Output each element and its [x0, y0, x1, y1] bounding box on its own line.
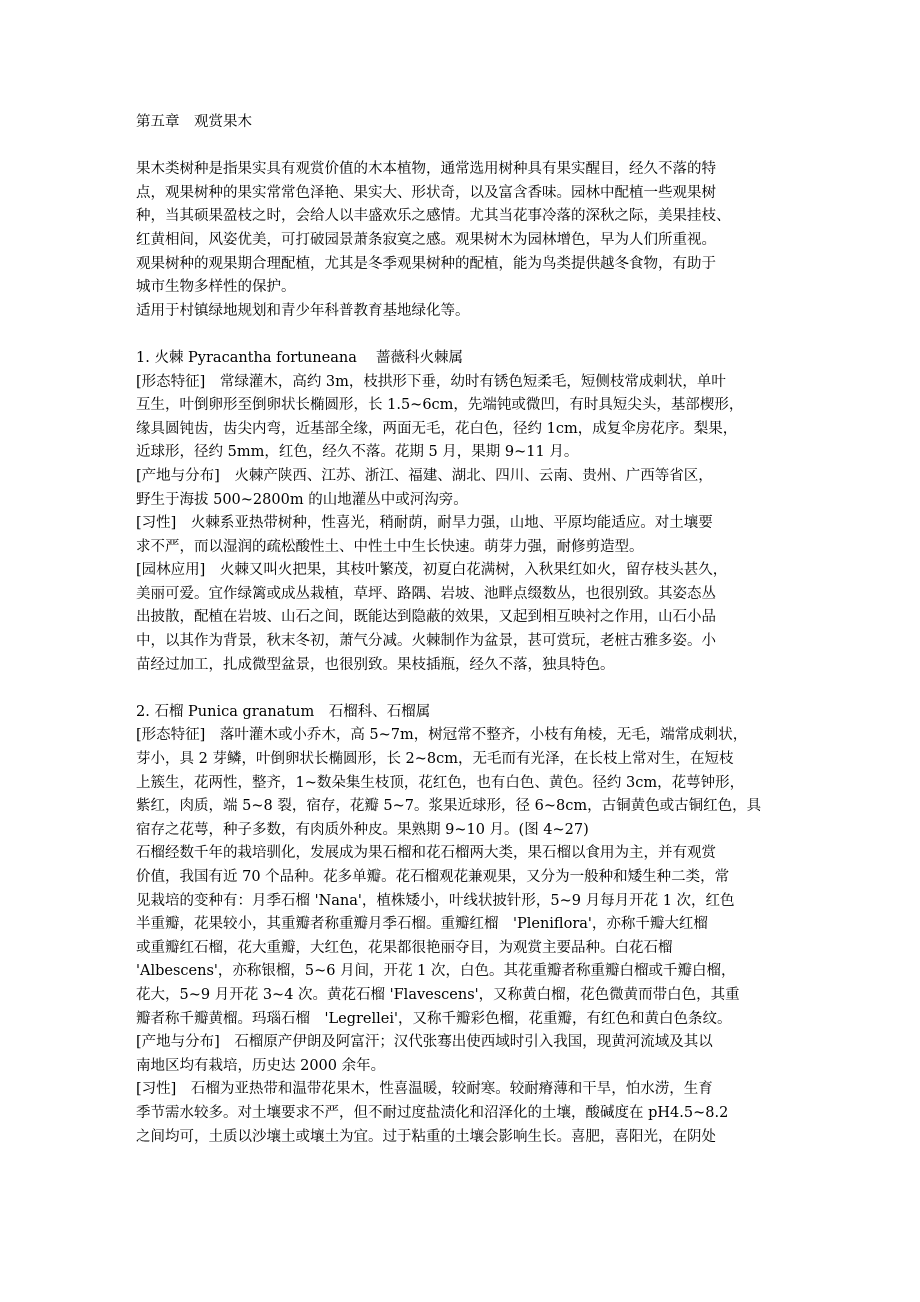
blank-line	[136, 677, 792, 701]
text-line: 求不严，而以湿润的疏松酸性土、中性土中生长快速。萌芽力强，耐修剪造型。	[136, 538, 644, 555]
text-line: [产地与分布] 石榴原产伊朗及阿富汗；汉代张骞出使西域时引入我国，现黄河流域及其以	[136, 1034, 713, 1051]
blank-line	[136, 323, 792, 347]
text-line: [习性] 石榴为亚热带和温带花果木，性喜温暖，较耐寒。较耐瘠薄和干旱，怕水涝，生育	[136, 1081, 713, 1098]
text-line: 宿存之花萼，种子多数，有肉质外种皮。果熟期 9~10 月。(图 4~27)	[136, 821, 589, 838]
chapter-title: 第五章 观赏果木	[136, 114, 252, 130]
text-line: 美丽可爱。宜作绿篱或成丛栽植，草坪、路隅、岩坡、池畔点缀数丛，也很别致。其姿态丛	[136, 585, 716, 602]
text-line: 见栽培的变种有：月季石榴 'Nana'，植株矮小，叶线状披针形，5~9 月每月开花 1 次，红色	[136, 892, 735, 909]
text-line: [形态特征] 落叶灌木或小乔木，高 5~7m，树冠常不整齐，小枝有角棱，无毛，端常成刺状，	[136, 727, 748, 744]
section-pyracantha	[136, 347, 792, 677]
text-line: 野生于海拔 500~2800m 的山地灌丛中或河沟旁。	[136, 491, 468, 508]
text-line: 近球形，径约 5mm，红色，经久不落。花期 5 月，果期 9~11 月。	[136, 444, 579, 461]
text-line: 果木类树种是指果实具有观赏价值的木本植物，通常选用树种具有果实醒目，经久不落的特	[136, 161, 716, 178]
text-line: 'Albescens'，亦称银榴，5~6 月间，开花 1 次，白色。其花重瓣者称重瓣白榴或千瓣白榴，	[136, 963, 736, 980]
text-line: [习性] 火棘系亚热带树种，性喜光，稍耐荫，耐旱力强，山地、平原均能适应。对土壤要	[136, 515, 713, 532]
text-line: 瓣者称千瓣黄榴。玛瑙石榴 'Legrellei'，又称千瓣彩色榴，花重瓣，有红色和黄白色条纹。	[136, 1010, 732, 1027]
text-line: 苗经过加工，扎成微型盆景，也很别致。果枝插瓶，经久不落，独具特色。	[136, 656, 615, 673]
text-line: [产地与分布] 火棘产陕西、江苏、浙江、福建、湖北、四川、云南、贵州、广西等省区，	[136, 467, 713, 484]
section-heading: 2. 石榴 Punica granatum 石榴科、石榴属	[136, 703, 431, 720]
document-body	[136, 111, 792, 1149]
text-line: 红黄相间，风姿优美，可打破园景萧条寂寞之感。观果树木为园林增色，早为人们所重视。	[136, 231, 716, 248]
text-line: 季节需水较多。对土壤要求不严，但不耐过度盐渍化和沼泽化的土壤，酸碱度在 pH4.5~8.2	[136, 1104, 729, 1121]
section-punica	[136, 701, 792, 1149]
text-line: 芽小，具 2 芽鳞，叶倒卵状长椭圆形，长 2~8cm，无毛而有光泽，在长枝上常对生，在短枝	[136, 751, 734, 768]
text-line: 或重瓣红石榴，花大重瓣，大红色，花果都很艳丽夺目，为观赏主要品种。白花石榴	[136, 939, 673, 956]
text-line: 价值，我国有近 70 个品种。花多单瓣。花石榴观花兼观果，又分为一般种和矮生种二类，常	[136, 869, 730, 885]
text-line: 紫红，肉质，端 5~8 裂，宿存，花瓣 5~7。浆果近球形，径 6~8cm，古铜黄色或古铜红色，具	[136, 798, 762, 815]
text-line: 上簇生，花两性，整齐，1~数朵集生枝顶，花红色，也有白色、黄色。径约 3cm，花萼钟形，	[136, 774, 745, 791]
text-line: 花大，5~9 月开花 3~4 次。黄花石榴 'Flavescens'，又称黄白榴，花色微黄而带白色，其重	[136, 986, 740, 1003]
text-line: 缘具圆钝齿，齿尖内弯，近基部全缘，两面无毛，花白色，径约 1cm，成复伞房花序。梨果，	[136, 420, 738, 437]
text-line: 城市生物多样性的保护。	[136, 279, 296, 296]
text-line: 之间均可，土质以沙壤土或壤土为宜。过于粘重的土壤会影响生长。喜肥，喜阳光，在阴处	[136, 1128, 716, 1145]
text-line: 适用于村镇绿地规划和青少年科普教育基地绿化等。	[136, 302, 470, 319]
text-line: 种，当其硕果盈枝之时，会给人以丰盛欢乐之感情。尤其当花事冷落的深秋之际，美果挂枝、	[136, 208, 731, 225]
section-heading: 1. 火棘 Pyracantha fortuneana 蔷薇科火棘属	[136, 349, 463, 366]
intro-paragraph	[136, 158, 792, 323]
text-line: 半重瓣，花果较小，其重瓣者称重瓣月季石榴。重瓣红榴 'Pleniflora'，亦称千瓣大红榴	[136, 916, 708, 933]
text-line: [形态特征] 常绿灌木，高约 3m，枝拱形下垂，幼时有锈色短柔毛，短侧枝常成刺状，单叶	[136, 373, 726, 390]
text-line: 南地区均有栽培，历史达 2000 余年。	[136, 1057, 386, 1074]
text-line: 点，观果树种的果实常常色泽艳、果实大、形状奇，以及富含香味。园林中配植一些观果树	[136, 184, 716, 201]
text-line: 石榴经数千年的栽培驯化，发展成为果石榴和花石榴两大类，果石榴以食用为主，并有观赏	[136, 845, 716, 862]
text-line: 观果树种的观果期合理配植，尤其是冬季观果树种的配植，能为鸟类提供越冬食物，有助于	[136, 255, 716, 272]
text-line: 中，以其作为背景，秋末冬初，萧气分减。火棘制作为盆景，甚可赏玩，老桩古雅多姿。小	[136, 633, 716, 650]
text-line: [园林应用] 火棘又叫火把果，其枝叶繁茂，初夏白花满树，入秋果红如火，留存枝头甚久，	[136, 562, 728, 579]
text-line: 互生，叶倒卵形至倒卵状长椭圆形，长 1.5~6cm，先端钝或微凹，有时具短尖头，基部楔形，	[136, 397, 744, 414]
text-line: 出披散，配植在岩坡、山石之间，既能达到隐蔽的效果，又起到相互映衬之作用，山石小品	[136, 609, 716, 626]
